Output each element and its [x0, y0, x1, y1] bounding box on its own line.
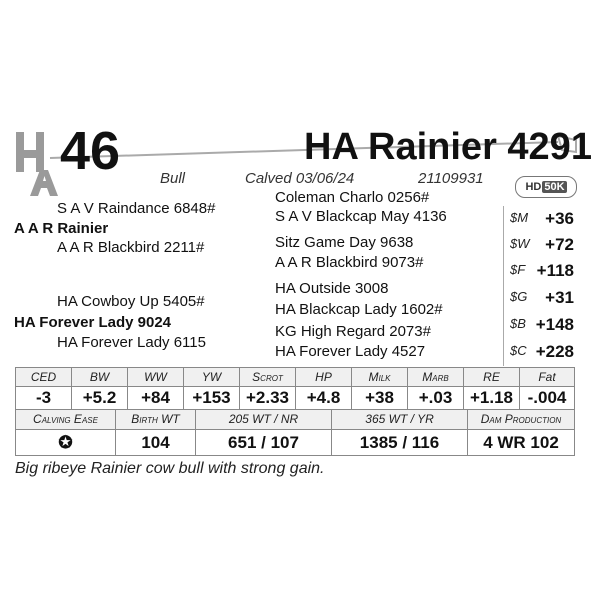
registration-number: 21109931: [418, 170, 484, 187]
epd-header: YW: [183, 368, 239, 387]
pedigree-right-5: HA Outside 3008: [275, 280, 389, 297]
epd-header: CED: [15, 368, 71, 387]
index-label: $W: [510, 236, 530, 251]
pedigree-right-3: Sitz Game Day 9638: [275, 234, 414, 251]
performance-header: Dam Production: [467, 410, 575, 429]
calved-date: Calved 03/06/24: [245, 170, 355, 187]
performance-header: 205 WT / NR: [195, 410, 331, 429]
pedigree-right-6: HA Blackcap Lady 1602#: [275, 301, 443, 318]
yearling-weight-value: 1385 / 116: [331, 430, 467, 455]
index-value: +72: [545, 235, 574, 254]
pedigree-right-7: KG High Regard 2073#: [275, 323, 431, 340]
birth-weight-value: 104: [115, 430, 195, 455]
performance-header: 365 WT / YR: [331, 410, 467, 429]
index-value: +31: [545, 288, 574, 307]
index-label: $C: [510, 343, 527, 358]
index-label: $B: [510, 316, 526, 331]
index-row: [504, 232, 576, 258]
index-label: $F: [510, 262, 526, 277]
epd-header: WW: [127, 368, 183, 387]
index-value: +36: [545, 209, 574, 228]
dam: HA Forever Lady 9024: [14, 314, 172, 331]
epd-value: +2.33: [239, 387, 295, 409]
index-row: [504, 258, 576, 284]
dam-production-value: 4 WR 102: [467, 430, 575, 455]
index-label: $G: [510, 289, 528, 304]
performance-header-row: [15, 409, 575, 429]
pedigree-right-8: HA Forever Lady 4527: [275, 343, 426, 360]
sire-dam: A A R Blackbird 2211#: [57, 239, 205, 256]
epd-header: RE: [463, 368, 519, 387]
epd-value-row: [15, 386, 575, 409]
dam-sire: HA Cowboy Up 5405#: [57, 293, 205, 310]
index-row: [504, 312, 576, 338]
weaning-weight-value: 651 / 107: [195, 430, 331, 455]
genomic-badge: [515, 176, 577, 198]
pedigree-right-4: A A R Blackbird 9073#: [275, 254, 424, 271]
lot-comment: Big ribeye Rainier cow bull with strong gain.: [15, 460, 325, 477]
badge-text-2: 50K: [544, 181, 565, 193]
epd-header: HP: [295, 368, 351, 387]
epd-value: -3: [15, 387, 71, 409]
sire: A A R Rainier: [14, 220, 109, 237]
epd-value: +1.18: [463, 387, 519, 409]
epd-header: Fat: [519, 368, 575, 387]
performance-value-row: [15, 429, 575, 456]
epd-header: Scrot: [239, 368, 295, 387]
index-table: [503, 206, 576, 366]
index-row: [504, 339, 576, 365]
calving-ease-icon: ✪: [15, 430, 115, 455]
epd-value: -.004: [519, 387, 575, 409]
index-value: +148: [535, 315, 574, 334]
sire-sire: S A V Raindance 6848#: [57, 200, 216, 217]
index-row: [504, 285, 576, 311]
epd-header: Milk: [351, 368, 407, 387]
index-value: +118: [536, 261, 574, 280]
epd-value: +38: [351, 387, 407, 409]
epd-value: +5.2: [71, 387, 127, 409]
performance-header: Birth WT: [115, 410, 195, 429]
epd-value: +153: [183, 387, 239, 409]
animal-sex: Bull: [160, 170, 186, 187]
animal-name: HA Rainier 4291: [304, 126, 592, 168]
index-row: [504, 206, 576, 232]
epd-value: +84: [127, 387, 183, 409]
dam-dam: HA Forever Lady 6115: [57, 334, 206, 351]
epd-header: BW: [71, 368, 127, 387]
epd-value: +.03: [407, 387, 463, 409]
epd-header: Marb: [407, 368, 463, 387]
lot-number: 46: [60, 121, 121, 181]
epd-header-row: [15, 367, 575, 387]
index-label: $M: [510, 210, 529, 225]
epd-value: +4.8: [295, 387, 351, 409]
index-value: +228: [535, 342, 574, 361]
pedigree-right-1: Coleman Charlo 0256#: [275, 189, 430, 206]
badge-text: HD: [525, 181, 542, 193]
pedigree-right-2: S A V Blackcap May 4136: [275, 208, 447, 225]
performance-header: Calving Ease: [15, 410, 115, 429]
